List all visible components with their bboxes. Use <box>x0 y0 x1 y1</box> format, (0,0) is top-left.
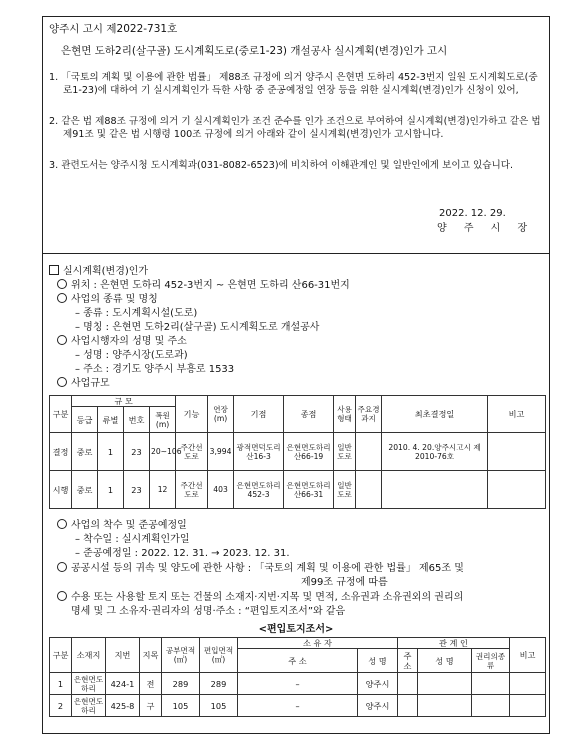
h-end: 종점 <box>284 396 334 433</box>
public-facilities-cont: 제99조 규정에 따름 <box>301 577 388 588</box>
h-category: 지목 <box>140 638 162 673</box>
period-end: – 준공예정일 : 2022. 12. 31. → 2023. 12. 31. <box>75 548 290 559</box>
scale-heading: 사업규모 <box>57 377 110 390</box>
paragraph-3: 3. 관련도서는 양주시청 도시계획과(031-8082-6523)에 비치하여 이해관계인 및 일반인에게 보이고 있습니다. <box>49 160 514 171</box>
h-usage: 사용형태 <box>334 396 356 433</box>
scale-table <box>49 395 546 509</box>
h-area-include: 편입면적(㎡) <box>200 638 238 673</box>
period-heading: 사업의 착수 및 준공예정일 <box>57 519 187 532</box>
h-note: 비고 <box>488 396 546 433</box>
h-r-type: 권리의종류 <box>472 649 510 673</box>
circle-icon <box>57 377 67 387</box>
notice-date: 2022. 12. 29. <box>439 208 506 219</box>
table-row: 결정 중로 1 23 20~106 주간선도로 3,994 광적면덕도리산16-3 은현면도하리산66-19 일반도로 2010. 4. 20.양주시고시 제2010-76호 <box>50 433 546 471</box>
location: 위치 : 은현면 도하리 452-3번지 ~ 은현면 도하리 산66-31번지 <box>57 279 350 292</box>
h-r-name: 성 명 <box>418 649 472 673</box>
type-kind: – 종류 : 도시계획시설(도로) <box>75 308 198 319</box>
type-heading: 사업의 종류 및 명칭 <box>57 293 158 306</box>
circle-icon <box>57 591 67 601</box>
divider <box>43 253 549 254</box>
h-main: 주요경과지 <box>356 396 382 433</box>
table-row: 시행 중로 1 23 12 주간선도로 403 은현면도하리452-3 은현면도하리산66-31 일반도로 <box>50 471 546 509</box>
h-location: 소재지 <box>72 638 106 673</box>
land-table-title: <편입토지조서> <box>258 624 334 635</box>
operator-address: – 주소 : 경기도 양주시 부흥로 1533 <box>75 364 235 375</box>
circle-icon <box>57 335 67 345</box>
square-icon <box>49 265 59 275</box>
land-heading-cont: 명세 및 그 소유자·권리자의 성명·주소 : “편입토지조서”와 같음 <box>71 606 346 617</box>
h-area-public: 공부면적(㎡) <box>162 638 200 673</box>
h-function: 기능 <box>176 396 208 433</box>
h-number: 번호 <box>124 407 150 433</box>
public-facilities: 공공시설 등의 귀속 및 양도에 관한 사항 : 「국토의 계획 및 이용에 관한 법률」 제65조 및 <box>57 562 464 575</box>
h-length: 연장(m) <box>208 396 234 433</box>
paragraph-2: 2. 같은 법 제88조 규정에 의거 기 실시계획인가 조건 준수를 인가 조건으로 부여하여 실시계획(변경)인가하고 같은 법 제91조 및 같은 법 시행령 100조 규정에 의거 아래와 같이 실시계획(변경)인가 고시합니다. <box>49 116 541 141</box>
table-row: 1 은현면도하리 424-1 전 289 289 – 양주시 <box>50 673 546 695</box>
h-first: 최초결정일 <box>382 396 488 433</box>
h-gyumo: 규 모 <box>72 396 176 407</box>
circle-icon <box>57 279 67 289</box>
section-heading: 실시계획(변경)인가 <box>49 265 148 278</box>
table-row: 2 은현면도하리 425-8 구 105 105 – 양주시 <box>50 695 546 717</box>
h-width: 폭원(m) <box>150 407 176 433</box>
land-table <box>49 637 546 717</box>
h-name: 성 명 <box>358 649 398 673</box>
h-rights: 관 계 인 <box>398 638 510 649</box>
issuer: 양 주 시 장 <box>437 223 535 234</box>
h-lot: 지번 <box>106 638 140 673</box>
notice-frame <box>42 16 550 734</box>
notice-title: 은현면 도하2리(살구골) 도시계획도로(중로1-23) 개설공사 실시계획(변경)인가 고시 <box>61 45 448 57</box>
h-start: 기점 <box>234 396 284 433</box>
circle-icon <box>57 562 67 572</box>
type-name: – 명칭 : 은현면 도하2리(살구골) 도시계획도로 개설공사 <box>75 322 320 333</box>
operator-name: – 성명 : 양주시장(도로과) <box>75 350 188 361</box>
land-heading: 수용 또는 사용할 토지 또는 건물의 소재지·지번·지목 및 면적, 소유권과 소유권외의 권리의 <box>57 591 463 604</box>
circle-icon <box>57 519 67 529</box>
h-gubun: 구분 <box>50 396 72 433</box>
h-owner: 소 유 자 <box>238 638 398 649</box>
h-r-address: 주 소 <box>398 649 418 673</box>
circle-icon <box>57 293 67 303</box>
period-start: – 착수일 : 실시계획인가일 <box>75 534 190 545</box>
h-note: 비고 <box>510 638 546 673</box>
notice-number: 양주시 고시 제2022-731호 <box>49 23 178 35</box>
h-gubun: 구분 <box>50 638 72 673</box>
operator-heading: 사업시행자의 성명 및 주소 <box>57 335 187 348</box>
paragraph-1: 1. 「국토의 계획 및 이용에 관한 법률」 제88조 규정에 의거 양주시 은현면 도하리 452-3번지 일원 도시계획도로(중로1-23)에 대하여 기 실시계획인가 득한 사항 중 준공예정일 연장 등을 위한 실시계획(변경)인가 신청이 있어, <box>49 72 538 97</box>
h-address: 주 소 <box>238 649 358 673</box>
h-class: 류별 <box>98 407 124 433</box>
h-grade: 등급 <box>72 407 98 433</box>
